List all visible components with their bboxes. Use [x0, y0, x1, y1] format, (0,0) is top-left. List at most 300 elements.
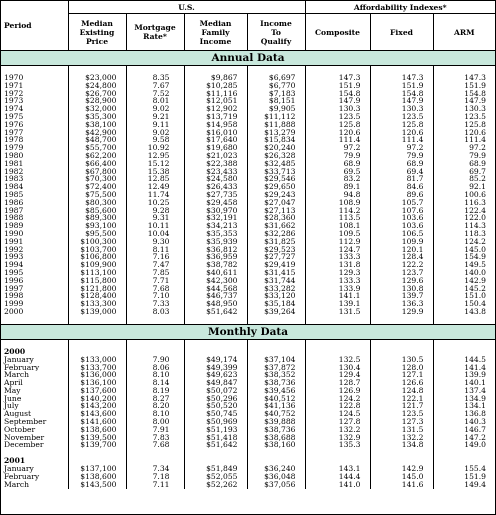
annual-row [1, 129, 495, 137]
empty-cell [305, 449, 370, 457]
period-cell: August [4, 410, 32, 419]
value-cell: 122.8 [305, 402, 370, 410]
median-income-header-line: Median [199, 18, 232, 28]
value-cell: $39,456 [247, 387, 305, 395]
value-cell: 120.1 [370, 246, 433, 254]
empty-cell [247, 457, 305, 465]
value-cell: $72,400 [68, 183, 126, 191]
value-cell: 92.1 [433, 183, 495, 191]
period-cell: 1983 [4, 175, 24, 184]
period-cell: 1981 [4, 159, 24, 168]
value-cell: $121,800 [68, 285, 126, 293]
value-cell: 140.3 [433, 418, 495, 426]
value-cell: 9.02 [126, 129, 184, 137]
empty-cell [433, 339, 495, 348]
value-cell: $39,264 [247, 308, 305, 316]
value-cell: 149.4 [433, 481, 495, 489]
period-cell: 1975 [4, 112, 24, 121]
year-label [1, 449, 68, 457]
value-cell: $51,642 [184, 308, 247, 316]
value-cell: 10.11 [126, 222, 184, 230]
empty-cell [126, 457, 184, 465]
annual-row [1, 105, 495, 113]
monthly-row [1, 402, 495, 410]
value-cell: 122.0 [433, 214, 495, 222]
value-cell: 130.4 [305, 364, 370, 372]
value-cell: $51,193 [184, 426, 247, 434]
median-price-header-line: Existing [79, 27, 115, 37]
value-cell: $36,048 [247, 473, 305, 481]
value-cell: 8.06 [126, 364, 184, 372]
value-cell: 130.5 [370, 356, 433, 364]
value-cell: $55,700 [68, 144, 126, 152]
value-cell: 8.03 [126, 308, 184, 316]
empty-cell [184, 66, 247, 75]
period-cell: March [4, 371, 30, 380]
annual-row [1, 144, 495, 152]
empty-cell [68, 348, 126, 356]
period-cell: 1985 [4, 190, 24, 199]
annual-row [1, 160, 495, 168]
value-cell: $29,650 [247, 183, 305, 191]
value-cell: 154.8 [433, 90, 495, 98]
period-cell: 1992 [4, 245, 24, 254]
empty-cell [184, 316, 247, 325]
value-cell: $29,546 [247, 175, 305, 183]
value-cell: 8.14 [126, 379, 184, 387]
value-cell: 127.1 [370, 371, 433, 379]
annual-row [1, 90, 495, 98]
value-cell: 9.58 [126, 136, 184, 144]
value-cell: 9.30 [126, 238, 184, 246]
value-cell: 10.04 [126, 230, 184, 238]
value-cell: 139.9 [433, 371, 495, 379]
value-cell: $38,100 [68, 121, 126, 129]
period-cell: January [4, 355, 34, 364]
income-to-qualify-header-line: Qualify [260, 36, 292, 46]
value-cell: 123.5 [305, 113, 370, 121]
value-cell: 141.1 [305, 292, 370, 300]
value-cell: $143,600 [68, 410, 126, 418]
value-cell: $139,700 [68, 441, 126, 449]
annual-row [1, 82, 495, 90]
value-cell: 141.0 [305, 481, 370, 489]
value-cell: 150.4 [433, 300, 495, 308]
value-cell: $136,100 [68, 379, 126, 387]
empty-cell [305, 457, 370, 465]
value-cell: 149.0 [433, 441, 495, 449]
value-cell: $143,500 [68, 481, 126, 489]
value-cell: $32,191 [184, 214, 247, 222]
value-cell: 112.9 [305, 238, 370, 246]
value-cell: $38,688 [247, 434, 305, 442]
annual-row [1, 152, 495, 160]
value-cell: 12.95 [126, 152, 184, 160]
period-cell: May [4, 386, 21, 395]
value-cell: 147.3 [433, 74, 495, 82]
value-cell: 8.20 [126, 402, 184, 410]
value-cell: $70,300 [68, 175, 126, 183]
value-cell: $51,418 [184, 434, 247, 442]
empty-cell [247, 339, 305, 348]
value-cell: 7.18 [126, 473, 184, 481]
empty-cell [305, 316, 370, 325]
value-cell: 7.91 [126, 426, 184, 434]
period-cell: 1987 [4, 206, 24, 215]
value-cell: 134.9 [433, 395, 495, 403]
value-cell: $75,500 [68, 191, 126, 199]
value-cell: 126.9 [305, 387, 370, 395]
value-cell: $89,300 [68, 214, 126, 222]
value-cell: 94.8 [305, 191, 370, 199]
value-cell: $49,847 [184, 379, 247, 387]
value-cell: $27,735 [184, 191, 247, 199]
period-cell: 1984 [4, 183, 24, 191]
value-cell: $49,623 [184, 371, 247, 379]
annual-data-band: Annual Data [1, 51, 495, 66]
monthly-row [1, 465, 495, 473]
value-cell: $49,174 [184, 356, 247, 364]
value-cell: $106,800 [68, 253, 126, 261]
value-cell: 10.92 [126, 144, 184, 152]
value-cell: $103,700 [68, 246, 126, 254]
value-cell: 128.4 [370, 253, 433, 261]
period-cell: 1979 [4, 144, 24, 152]
monthly-data-band: Monthly Data [1, 324, 495, 339]
value-cell: $93,100 [68, 222, 126, 230]
empty-cell [126, 449, 184, 457]
value-cell: 68.9 [370, 160, 433, 168]
value-cell: $33,120 [247, 292, 305, 300]
value-cell: 8.01 [126, 97, 184, 105]
annual-row [1, 292, 495, 300]
value-cell: 97.2 [305, 144, 370, 152]
value-cell: $52,262 [184, 481, 247, 489]
value-cell: $6,770 [247, 82, 305, 90]
median-price-header-line: Price [85, 36, 109, 46]
value-cell: 121.7 [370, 402, 433, 410]
value-cell: 97.2 [370, 144, 433, 152]
empty-cell [126, 316, 184, 325]
value-cell: 8.10 [126, 371, 184, 379]
value-cell: 113.5 [305, 214, 370, 222]
value-cell: 139.1 [305, 300, 370, 308]
value-cell: $66,400 [68, 160, 126, 168]
value-cell: $141,600 [68, 418, 126, 426]
value-cell: 147.3 [370, 74, 433, 82]
monthly-row [1, 481, 495, 489]
value-cell: $33,713 [247, 168, 305, 176]
value-cell: 124.8 [370, 387, 433, 395]
header-column-row [1, 14, 495, 51]
value-cell: 131.5 [305, 308, 370, 316]
value-cell: 139.7 [370, 292, 433, 300]
value-cell: 7.33 [126, 300, 184, 308]
monthly-row [1, 364, 495, 372]
value-cell: 147.9 [433, 97, 495, 105]
value-cell: 147.2 [433, 434, 495, 442]
value-cell: $133,000 [68, 356, 126, 364]
value-cell: $23,000 [68, 74, 126, 82]
value-cell: 131.5 [370, 426, 433, 434]
value-cell: $137,100 [68, 465, 126, 473]
value-cell: $7,183 [247, 90, 305, 98]
value-cell: 129.9 [370, 308, 433, 316]
annual-row [1, 277, 495, 285]
value-cell: $8,151 [247, 97, 305, 105]
empty-cell [126, 66, 184, 75]
value-cell: $19,680 [184, 144, 247, 152]
annual-row [1, 261, 495, 269]
value-cell: $32,485 [247, 160, 305, 168]
value-cell: 120.6 [305, 129, 370, 137]
value-cell: 124.7 [305, 246, 370, 254]
value-cell: 84.6 [370, 183, 433, 191]
income-to-qualify-header-line: To [271, 27, 281, 37]
annual-row [1, 253, 495, 261]
affordability-group-header: Affordability Indexes* [305, 1, 495, 14]
value-cell: $139,000 [68, 308, 126, 316]
value-cell: $38,160 [247, 441, 305, 449]
value-cell: $14,958 [184, 121, 247, 129]
value-cell: $23,433 [184, 168, 247, 176]
value-cell: $139,500 [68, 434, 126, 442]
year-header-row [1, 457, 495, 465]
value-cell: 129.3 [305, 269, 370, 277]
period-cell: 1990 [4, 229, 24, 238]
period-cell: 1974 [4, 105, 24, 113]
value-cell: 130.3 [370, 105, 433, 113]
value-cell: 107.6 [370, 207, 433, 215]
value-cell: 8.35 [126, 74, 184, 82]
period-cell: 2000 [4, 307, 24, 316]
value-cell: 147.9 [305, 97, 370, 105]
value-cell: 108.9 [305, 199, 370, 207]
value-cell: 154.9 [433, 253, 495, 261]
empty-cell [184, 339, 247, 348]
value-cell: $138,600 [68, 473, 126, 481]
monthly-row [1, 434, 495, 442]
value-cell: $113,100 [68, 269, 126, 277]
value-cell: $38,352 [247, 371, 305, 379]
value-cell: 8.10 [126, 410, 184, 418]
value-cell: $34,213 [184, 222, 247, 230]
year-label [1, 316, 68, 325]
value-cell: $31,744 [247, 277, 305, 285]
mortgage-rate-header-line: Rate* [143, 32, 167, 41]
median-income-header-line: Family [201, 27, 230, 37]
value-cell: 9.02 [126, 105, 184, 113]
mortgage-rate-header-line: Mortgage [134, 23, 176, 32]
value-cell: $140,200 [68, 395, 126, 403]
value-cell: $26,328 [247, 152, 305, 160]
monthly-row [1, 379, 495, 387]
value-cell: 130.3 [305, 105, 370, 113]
value-cell: 136.8 [433, 410, 495, 418]
composite-header: Composite [305, 14, 370, 51]
period-cell: October [4, 425, 36, 434]
value-cell: 132.9 [305, 434, 370, 442]
value-cell: $32,286 [247, 230, 305, 238]
median-income-header-line: Income [199, 36, 232, 46]
value-cell: 9.11 [126, 121, 184, 129]
empty-cell [247, 66, 305, 75]
empty-cell [126, 348, 184, 356]
empty-cell [305, 348, 370, 356]
value-cell: 127.8 [305, 418, 370, 426]
value-cell: 111.4 [433, 136, 495, 144]
value-cell: 141.4 [433, 364, 495, 372]
value-cell: 100.6 [433, 191, 495, 199]
period-cell: 1994 [4, 261, 24, 269]
period-cell: 1978 [4, 136, 24, 145]
value-cell: $26,700 [68, 90, 126, 98]
value-cell: 142.9 [433, 277, 495, 285]
empty-cell [433, 316, 495, 325]
value-cell: 7.67 [126, 82, 184, 90]
value-cell: 129.4 [305, 371, 370, 379]
value-cell: 7.68 [126, 285, 184, 293]
value-cell: 145.0 [433, 246, 495, 254]
value-cell: 125.8 [305, 121, 370, 129]
year-label: 2001 [4, 457, 26, 466]
value-cell: 133.3 [305, 277, 370, 285]
value-cell: $40,611 [184, 269, 247, 277]
value-cell: 7.83 [126, 434, 184, 442]
empty-cell [247, 348, 305, 356]
value-cell: 89.1 [305, 183, 370, 191]
period-cell: April [4, 379, 23, 387]
value-cell: $11,888 [247, 121, 305, 129]
period-cell: January [4, 465, 34, 474]
value-cell: $24,580 [184, 175, 247, 183]
value-cell: $28,900 [68, 97, 126, 105]
median-price-header [68, 14, 126, 51]
value-cell: 109.5 [305, 230, 370, 238]
value-cell: 126.6 [370, 379, 433, 387]
value-cell: 145.2 [433, 285, 495, 293]
value-cell: 130.3 [433, 105, 495, 113]
value-cell: $35,300 [68, 113, 126, 121]
annual-row [1, 97, 495, 105]
period-cell: 1993 [4, 253, 24, 262]
value-cell: 111.4 [305, 136, 370, 144]
value-cell: 122.4 [433, 207, 495, 215]
value-cell: $46,737 [184, 292, 247, 300]
annual-row [1, 207, 495, 215]
value-cell: $27,727 [247, 253, 305, 261]
value-cell: 155.4 [433, 465, 495, 473]
value-cell: $136,000 [68, 371, 126, 379]
arm-header: ARM [433, 14, 495, 51]
period-cell: 1996 [4, 276, 24, 285]
value-cell: $28,360 [247, 214, 305, 222]
value-cell: 103.6 [370, 222, 433, 230]
value-cell: 7.68 [126, 441, 184, 449]
value-cell: 79.9 [433, 152, 495, 160]
empty-cell [370, 339, 433, 348]
median-price-header-line: Median [81, 18, 113, 28]
value-cell: 120.6 [433, 129, 495, 137]
value-cell: 125.8 [433, 121, 495, 129]
value-cell: 144.5 [433, 356, 495, 364]
value-cell: $85,600 [68, 207, 126, 215]
value-cell: 130.8 [370, 285, 433, 293]
value-cell: $133,700 [68, 364, 126, 372]
value-cell: 12.85 [126, 175, 184, 183]
monthly-row [1, 410, 495, 418]
annual-row [1, 238, 495, 246]
value-cell: 69.7 [433, 168, 495, 176]
value-cell: 123.7 [370, 269, 433, 277]
value-cell: $13,719 [184, 113, 247, 121]
value-cell: 89.6 [370, 191, 433, 199]
value-cell: $38,736 [247, 379, 305, 387]
value-cell: $50,969 [184, 418, 247, 426]
period-cell: February [4, 473, 40, 481]
value-cell: $9,867 [184, 74, 247, 82]
value-cell: $13,279 [247, 129, 305, 137]
value-cell: 140.1 [433, 379, 495, 387]
value-cell: 116.3 [433, 199, 495, 207]
value-cell: 108.1 [305, 222, 370, 230]
value-cell: $29,243 [247, 191, 305, 199]
value-cell: 7.11 [126, 481, 184, 489]
monthly-row [1, 473, 495, 481]
empty-cell [305, 66, 370, 75]
empty-cell [247, 316, 305, 325]
value-cell: $27,113 [247, 207, 305, 215]
value-cell: $42,300 [184, 277, 247, 285]
empty-cell [433, 449, 495, 457]
value-cell: $42,900 [68, 129, 126, 137]
value-cell: 149.5 [433, 261, 495, 269]
value-cell: 118.3 [433, 230, 495, 238]
value-cell: $95,500 [68, 230, 126, 238]
empty-cell [370, 348, 433, 356]
value-cell: $35,184 [247, 300, 305, 308]
period-cell: 1999 [4, 300, 24, 308]
value-cell: 105.7 [370, 199, 433, 207]
annual-row [1, 269, 495, 277]
annual-row [1, 230, 495, 238]
value-cell: 124.5 [305, 410, 370, 418]
value-cell: $52,055 [184, 473, 247, 481]
value-cell: $50,296 [184, 395, 247, 403]
empty-cell [184, 449, 247, 457]
value-cell: 85.2 [433, 175, 495, 183]
value-cell: 142.9 [370, 465, 433, 473]
value-cell: 151.9 [370, 82, 433, 90]
annual-bottom-spacer [1, 316, 495, 325]
period-cell: 1970 [4, 74, 24, 82]
period-cell: December [4, 441, 44, 450]
income-to-qualify-header-line: Income [260, 18, 292, 28]
empty-cell [247, 449, 305, 457]
period-cell: 1997 [4, 284, 24, 293]
empty-cell [68, 339, 126, 348]
annual-data-band-row [1, 51, 495, 66]
period-cell: 1988 [4, 214, 24, 223]
value-cell: $10,285 [184, 82, 247, 90]
value-cell: 120.6 [370, 129, 433, 137]
value-cell: 122.2 [370, 261, 433, 269]
value-cell: 8.00 [126, 418, 184, 426]
value-cell: 147.9 [370, 97, 433, 105]
value-cell: $49,399 [184, 364, 247, 372]
value-cell: $11,116 [184, 90, 247, 98]
value-cell: $44,568 [184, 285, 247, 293]
